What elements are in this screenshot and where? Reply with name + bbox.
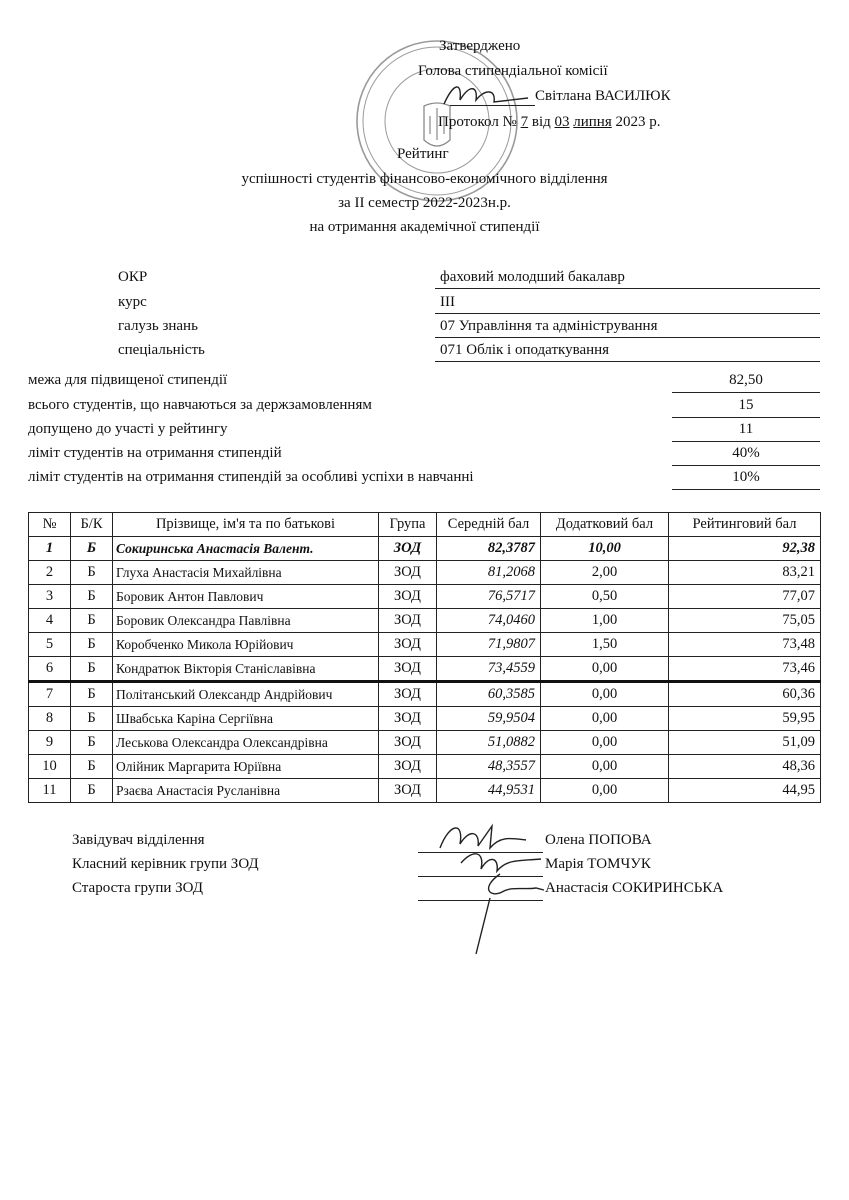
limit-underline: [672, 465, 820, 466]
cell-group: ЗОД: [379, 657, 437, 682]
cell-number: 11: [29, 779, 71, 803]
signature-name-head: Олена ПОПОВА: [545, 832, 652, 848]
head-signature-line: [450, 105, 535, 106]
cell-extra: 1,50: [541, 633, 669, 657]
info-value-field: 07 Управління та адміністрування: [440, 318, 658, 334]
cell-rating: 59,95: [669, 707, 821, 731]
rating-table: [28, 512, 821, 803]
cell-rating: 51,09: [669, 731, 821, 755]
cell-bk: Б: [71, 731, 113, 755]
cell-name: Кондратюк Вікторія Станіславівна: [113, 657, 379, 682]
cell-bk: Б: [71, 633, 113, 657]
limit-value-admitted: 11: [738, 421, 754, 437]
table-header-row: [29, 513, 821, 537]
cell-number: 7: [29, 682, 71, 707]
cell-bk: Б: [71, 585, 113, 609]
header-group: Група: [379, 513, 437, 537]
cell-bk: Б: [71, 657, 113, 682]
head-signature: [440, 78, 530, 117]
header-name: Прізвище, ім'я та по батькові: [113, 513, 379, 537]
table-row: [29, 779, 821, 803]
header-rating: Рейтинговий бал: [669, 513, 821, 537]
protocol-day: 03: [554, 114, 570, 130]
cell-extra: 1,00: [541, 609, 669, 633]
signature-role-head: Завідувач відділення: [72, 832, 205, 848]
cell-name: Коробченко Микола Юрійович: [113, 633, 379, 657]
cell-bk: Б: [71, 682, 113, 707]
cell-bk: Б: [71, 755, 113, 779]
cell-bk: Б: [71, 537, 113, 561]
cell-number: 4: [29, 609, 71, 633]
cell-avg: 76,5717: [437, 585, 541, 609]
cell-rating: 48,36: [669, 755, 821, 779]
cell-avg: 81,2068: [437, 561, 541, 585]
cell-extra: 0,00: [541, 707, 669, 731]
table-row: [29, 682, 821, 707]
cell-avg: 59,9504: [437, 707, 541, 731]
limit-underline: [672, 441, 820, 442]
cell-name: Політанський Олександр Андрійович: [113, 682, 379, 707]
limit-label-admitted: допущено до участі у рейтингу: [28, 421, 228, 437]
info-label-specialty: спеціальність: [118, 342, 205, 358]
handwritten-signature: [440, 78, 530, 112]
cell-rating: 92,38: [669, 537, 821, 561]
table-row: [29, 657, 821, 682]
cell-extra: 0,00: [541, 682, 669, 707]
table-row: [29, 585, 821, 609]
cell-rating: 83,21: [669, 561, 821, 585]
limit-value-threshold: 82,50: [729, 372, 763, 388]
table-row: [29, 561, 821, 585]
header-number: №: [29, 513, 71, 537]
cell-number: 1: [29, 537, 71, 561]
limit-underline: [672, 417, 820, 418]
cell-rating: 60,36: [669, 682, 821, 707]
info-label-field: галузь знань: [118, 318, 198, 334]
cell-extra: 10,00: [541, 537, 669, 561]
cell-avg: 44,9531: [437, 779, 541, 803]
cell-number: 5: [29, 633, 71, 657]
limit-label-special: ліміт студентів на отримання стипендій за особливі успіхи в навчанні: [28, 469, 474, 485]
date-prefix: від: [531, 114, 551, 130]
table-row: [29, 755, 821, 779]
header-extra: Додатковий бал: [541, 513, 669, 537]
info-label-course: курс: [118, 294, 147, 310]
title-rating: Рейтинг: [397, 146, 449, 162]
protocol-prefix: Протокол №: [438, 114, 517, 130]
signature-line: [418, 876, 543, 877]
cell-avg: 60,3585: [437, 682, 541, 707]
cell-number: 9: [29, 731, 71, 755]
cell-avg: 82,3787: [437, 537, 541, 561]
signature-name-monitor: Анастасія СОКИРИНСЬКА: [545, 880, 724, 896]
signature-line: [418, 900, 543, 901]
approval-label: Затверджено: [439, 38, 521, 54]
cell-name: Боровик Антон Павлович: [113, 585, 379, 609]
limit-underline: [672, 392, 820, 393]
protocol-month: липня: [573, 114, 612, 130]
info-underline: [435, 361, 820, 362]
cell-group: ЗОД: [379, 755, 437, 779]
cell-name: Швабська Каріна Сергіївна: [113, 707, 379, 731]
limit-label-total: всього студентів, що навчаються за держзамовленням: [28, 397, 372, 413]
title-line-4: на отримання академічної стипендії: [309, 219, 540, 235]
signature-line: [418, 852, 543, 853]
cell-group: ЗОД: [379, 537, 437, 561]
limit-label-scholarship: ліміт студентів на отримання стипендій: [28, 445, 282, 461]
info-value-okr: фаховий молодший бакалавр: [440, 269, 625, 285]
cell-extra: 2,00: [541, 561, 669, 585]
cell-bk: Б: [71, 779, 113, 803]
cell-group: ЗОД: [379, 731, 437, 755]
limit-value-total: 15: [738, 397, 754, 413]
cell-avg: 51,0882: [437, 731, 541, 755]
cell-avg: 74,0460: [437, 609, 541, 633]
info-underline: [435, 288, 820, 289]
table-row: [29, 731, 821, 755]
cell-avg: 71,9807: [437, 633, 541, 657]
cell-rating: 73,48: [669, 633, 821, 657]
title-line-3: за II семестр 2022-2023н.р.: [338, 195, 511, 211]
signature-scribble-3: [440, 868, 550, 958]
cell-number: 3: [29, 585, 71, 609]
protocol-line: [438, 114, 660, 131]
signature-name-curator: Марія ТОМЧУК: [545, 856, 651, 872]
cell-group: ЗОД: [379, 707, 437, 731]
protocol-year: 2023 р.: [615, 114, 661, 130]
cell-rating: 73,46: [669, 657, 821, 682]
commission-head-name: Світлана ВАСИЛЮК: [535, 88, 671, 104]
info-underline: [435, 337, 820, 338]
header-bk: Б/К: [71, 513, 113, 537]
table-row: [29, 633, 821, 657]
limit-value-special: 10%: [732, 469, 760, 485]
table-row: [29, 537, 821, 561]
cell-bk: Б: [71, 707, 113, 731]
table-row: [29, 609, 821, 633]
cell-group: ЗОД: [379, 682, 437, 707]
cell-bk: Б: [71, 609, 113, 633]
table-row: [29, 707, 821, 731]
cell-bk: Б: [71, 561, 113, 585]
cell-number: 10: [29, 755, 71, 779]
cell-extra: 0,00: [541, 755, 669, 779]
cell-name: Глуха Анастасія Михайлівна: [113, 561, 379, 585]
title-line-2: успішності студентів фінансово-економічного відділення: [241, 171, 608, 187]
limit-label-threshold: межа для підвищеної стипендії: [28, 372, 228, 388]
signature-role-monitor: Староста групи ЗОД: [72, 880, 203, 896]
cell-name: Боровик Олександра Павлівна: [113, 609, 379, 633]
info-value-specialty: 071 Облік і оподаткування: [440, 342, 610, 358]
cell-number: 8: [29, 707, 71, 731]
limit-value-scholarship: 40%: [732, 445, 760, 461]
cell-group: ЗОД: [379, 779, 437, 803]
info-underline: [435, 313, 820, 314]
cell-rating: 44,95: [669, 779, 821, 803]
protocol-number: 7: [520, 114, 529, 130]
cell-group: ЗОД: [379, 585, 437, 609]
cell-group: ЗОД: [379, 609, 437, 633]
commission-head-title: Голова стипендіальної комісії: [418, 63, 608, 79]
cell-number: 6: [29, 657, 71, 682]
signature-role-curator: Класний керівник групи ЗОД: [72, 856, 259, 872]
header-avg: Середній бал: [437, 513, 541, 537]
cell-name: Сокиринська Анастасія Валент.: [113, 537, 379, 561]
cell-avg: 73,4559: [437, 657, 541, 682]
cell-number: 2: [29, 561, 71, 585]
cell-extra: 0,00: [541, 657, 669, 682]
cell-name: Леськова Олександра Олександрівна: [113, 731, 379, 755]
cell-name: Олійник Маргарита Юріївна: [113, 755, 379, 779]
cell-name: Рзаєва Анастасія Русланівна: [113, 779, 379, 803]
info-label-okr: ОКР: [118, 269, 148, 285]
cell-group: ЗОД: [379, 633, 437, 657]
limit-underline: [672, 489, 820, 490]
cell-group: ЗОД: [379, 561, 437, 585]
cell-extra: 0,00: [541, 779, 669, 803]
cell-avg: 48,3557: [437, 755, 541, 779]
cell-extra: 0,50: [541, 585, 669, 609]
cell-rating: 75,05: [669, 609, 821, 633]
cell-extra: 0,00: [541, 731, 669, 755]
cell-rating: 77,07: [669, 585, 821, 609]
info-value-course: III: [440, 294, 455, 310]
